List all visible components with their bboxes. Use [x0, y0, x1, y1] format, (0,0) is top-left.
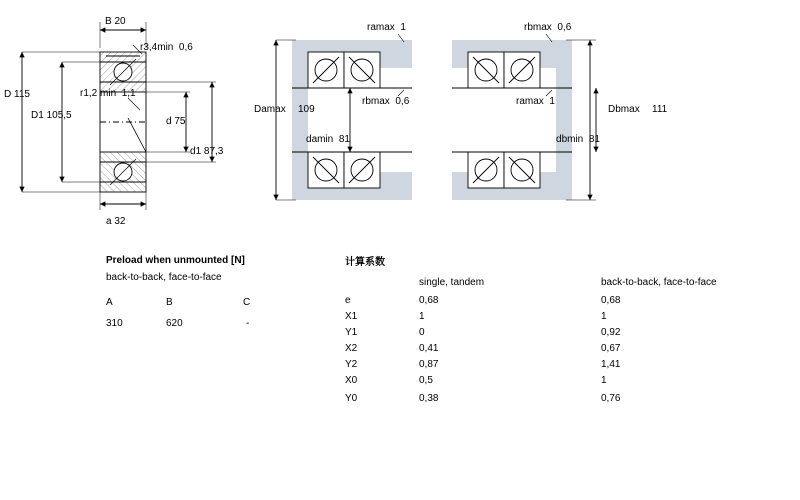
- label-dbmin: dbmin 81: [556, 134, 600, 145]
- factors-row-label-0: e: [345, 295, 351, 306]
- preload-title: Preload when unmounted [N]: [106, 255, 245, 266]
- factors-row-single-2: 0: [419, 327, 425, 338]
- preload-value-C: -: [246, 318, 250, 329]
- preload-subtitle: back-to-back, face-to-face: [106, 272, 222, 283]
- factors-row-single-0: 0,68: [419, 295, 439, 306]
- factors-row-label-6: Y0: [345, 393, 358, 404]
- factors-row-single-6: 0,38: [419, 393, 439, 404]
- preload-header-C: C: [243, 297, 251, 308]
- factors-row-label-2: Y1: [345, 327, 358, 338]
- factors-row-single-4: 0,87: [419, 359, 439, 370]
- label-Damax-value: 109: [298, 104, 315, 115]
- preload-value-B: 620: [166, 318, 183, 329]
- factors-row-btb-2: 0,92: [601, 327, 621, 338]
- factors-row-single-5: 0,5: [419, 375, 433, 386]
- dim-B: B 20: [105, 16, 126, 27]
- dim-a: a 32: [106, 216, 126, 227]
- label-ramax-mid: ramax 1: [516, 96, 555, 107]
- label-ramax-top-left: ramax 1: [367, 22, 406, 33]
- preload-header-B: B: [166, 297, 173, 308]
- dim-D: D 115: [4, 89, 30, 100]
- label-rbmax-top-right: rbmax 0,6: [524, 22, 572, 33]
- label-Dbmax: Dbmax: [608, 104, 640, 115]
- label-rbmax-mid: rbmax 0,6: [362, 96, 410, 107]
- factors-row-btb-4: 1,41: [601, 359, 621, 370]
- preload-value-A: 310: [106, 318, 123, 329]
- factors-row-label-3: X2: [345, 343, 358, 354]
- factors-row-btb-0: 0,68: [601, 295, 621, 306]
- factors-col-single: single, tandem: [419, 277, 485, 288]
- preload-header-A: A: [106, 297, 113, 308]
- factors-title: 计算系数: [345, 257, 385, 268]
- factors-row-label-1: X1: [345, 311, 358, 322]
- label-damin: damin 81: [306, 134, 350, 145]
- dim-r34min: r3,4min 0,6: [140, 42, 193, 53]
- label-Dbmax-value: 111: [652, 104, 668, 115]
- factors-row-btb-6: 0,76: [601, 393, 621, 404]
- dim-r12min: r1,2 min 1,1: [80, 88, 136, 99]
- dim-D1: D1 105,5: [31, 110, 72, 121]
- factors-col-btb: back-to-back, face-to-face: [601, 277, 717, 288]
- label-Damax: Damax: [254, 104, 286, 115]
- factors-row-single-1: 1: [419, 311, 425, 322]
- factors-row-btb-5: 1: [601, 375, 607, 386]
- factors-row-label-4: Y2: [345, 359, 358, 370]
- factors-row-btb-3: 0,67: [601, 343, 621, 354]
- factors-row-btb-1: 1: [601, 311, 607, 322]
- dim-d1: d1 87,3: [190, 146, 224, 157]
- dim-d: d 75: [166, 116, 186, 127]
- factors-row-single-3: 0,41: [419, 343, 439, 354]
- factors-row-label-5: X0: [345, 375, 358, 386]
